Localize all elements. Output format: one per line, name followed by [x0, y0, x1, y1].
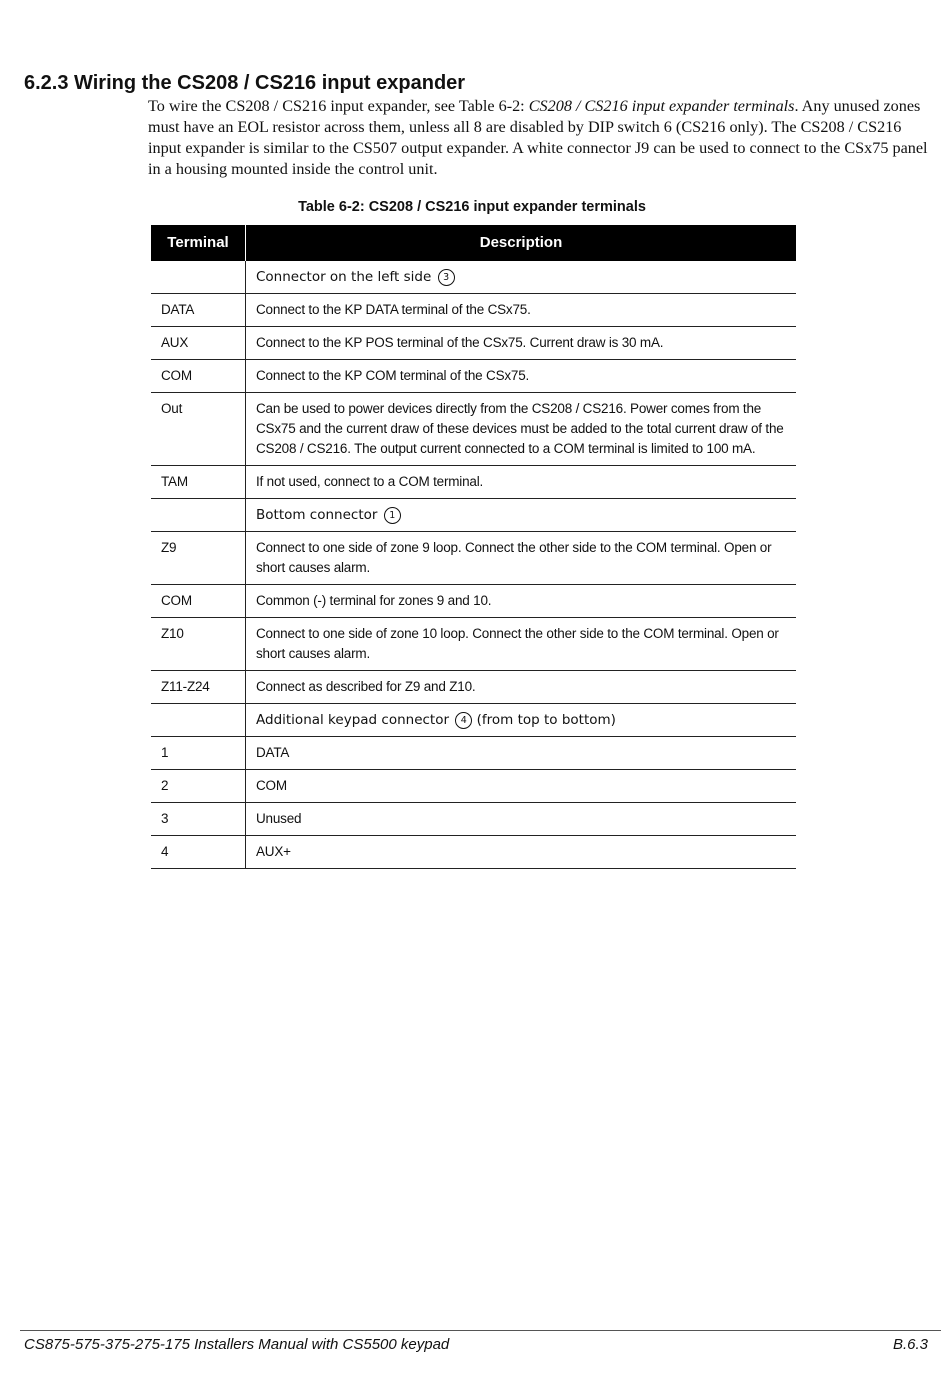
header-terminal: Terminal: [151, 225, 246, 261]
terminal-cell: 3: [151, 803, 246, 836]
table-row: [151, 585, 796, 618]
group-label-text: Bottom connector: [256, 507, 378, 523]
table-row: [151, 836, 796, 869]
group-label: [246, 261, 797, 294]
terminal-cell: Z10: [151, 618, 246, 671]
group-row-left-connector: [151, 261, 796, 294]
description-cell: AUX+: [246, 836, 797, 869]
description-cell: Connect to the KP POS terminal of the CSx75. Current draw is 30 mA.: [246, 327, 797, 360]
group-label-text: Connector on the left side: [256, 269, 432, 285]
terminal-cell: Out: [151, 393, 246, 466]
table-row: [151, 770, 796, 803]
group-row-keypad-connector: [151, 704, 796, 737]
table-row: [151, 618, 796, 671]
terminal-cell: TAM: [151, 466, 246, 499]
terminal-cell: 2: [151, 770, 246, 803]
group-label-suffix: (from top to bottom): [476, 712, 616, 728]
table-row: [151, 294, 796, 327]
table-reference: CS208 / CS216 input expander terminals: [528, 97, 795, 115]
intro-text-start: To wire the CS208 / CS216 input expander, see Table 6-2:: [148, 97, 529, 115]
terminal-cell: 4: [151, 836, 246, 869]
terminal-cell: AUX: [151, 327, 246, 360]
footer-divider: [20, 1330, 941, 1331]
table-row: [151, 327, 796, 360]
table-row: [151, 360, 796, 393]
description-cell: Can be used to power devices directly from the CS208 / CS216. Power comes from the CSx75 and the current draw of these devices must be added to the total current draw of the CS208 / CS216. The output current connected to a COM terminal is limited to 100 mA.: [246, 393, 797, 466]
footer-page-number: B.6.3: [892, 1336, 928, 1353]
description-cell: COM: [246, 770, 797, 803]
table-header-row: [151, 225, 796, 261]
description-cell: Unused: [246, 803, 797, 836]
terminal-cell: COM: [151, 585, 246, 618]
description-cell: Connect to one side of zone 10 loop. Connect the other side to the COM terminal. Open or short causes alarm.: [246, 618, 797, 671]
terminal-cell: DATA: [151, 294, 246, 327]
intro-text-end: . Any unused zones must have an EOL resistor across them, unless all 8 are disabled by DIP switch 6 (CS216 only). The CS208 / CS216 input expander is similar to the CS507 output expander. A white connector J9 can be used to connect to the CSx75 panel in a housing mounted inside the control unit.: [148, 97, 928, 178]
footer-title: CS875-575-375-275-175 Installers Manual with CS5500 keypad: [24, 1336, 450, 1353]
group-terminal-empty: [151, 499, 246, 532]
group-label-text: Additional keypad connector: [256, 712, 450, 728]
description-cell: Connect to one side of zone 9 loop. Connect the other side to the COM terminal. Open or short causes alarm.: [246, 532, 797, 585]
table-row: [151, 803, 796, 836]
description-cell: Connect as described for Z9 and Z10.: [246, 671, 797, 704]
header-description: Description: [246, 225, 797, 261]
callout-1-icon: 1: [384, 507, 401, 524]
terminal-cell: COM: [151, 360, 246, 393]
description-cell: Connect to the KP COM terminal of the CSx75.: [246, 360, 797, 393]
terminal-cell: Z11-Z24: [151, 671, 246, 704]
section-heading: 6.2.3 Wiring the CS208 / CS216 input expander: [24, 72, 466, 94]
intro-paragraph: [148, 96, 928, 180]
table-row: [151, 671, 796, 704]
group-label: [246, 499, 797, 532]
callout-3-icon: 3: [438, 269, 455, 286]
table-row: [151, 532, 796, 585]
table-caption: Table 6-2: CS208 / CS216 input expander terminals: [298, 199, 646, 215]
table-row: [151, 393, 796, 466]
description-cell: If not used, connect to a COM terminal.: [246, 466, 797, 499]
callout-4-icon: 4: [455, 712, 472, 729]
group-terminal-empty: [151, 704, 246, 737]
description-cell: Common (-) terminal for zones 9 and 10.: [246, 585, 797, 618]
terminal-cell: Z9: [151, 532, 246, 585]
terminal-cell: 1: [151, 737, 246, 770]
table-row: [151, 466, 796, 499]
group-label: [246, 704, 797, 737]
terminals-table: [151, 225, 796, 869]
group-row-bottom-connector: [151, 499, 796, 532]
group-terminal-empty: [151, 261, 246, 294]
description-cell: Connect to the KP DATA terminal of the CSx75.: [246, 294, 797, 327]
description-cell: DATA: [246, 737, 797, 770]
table-row: [151, 737, 796, 770]
